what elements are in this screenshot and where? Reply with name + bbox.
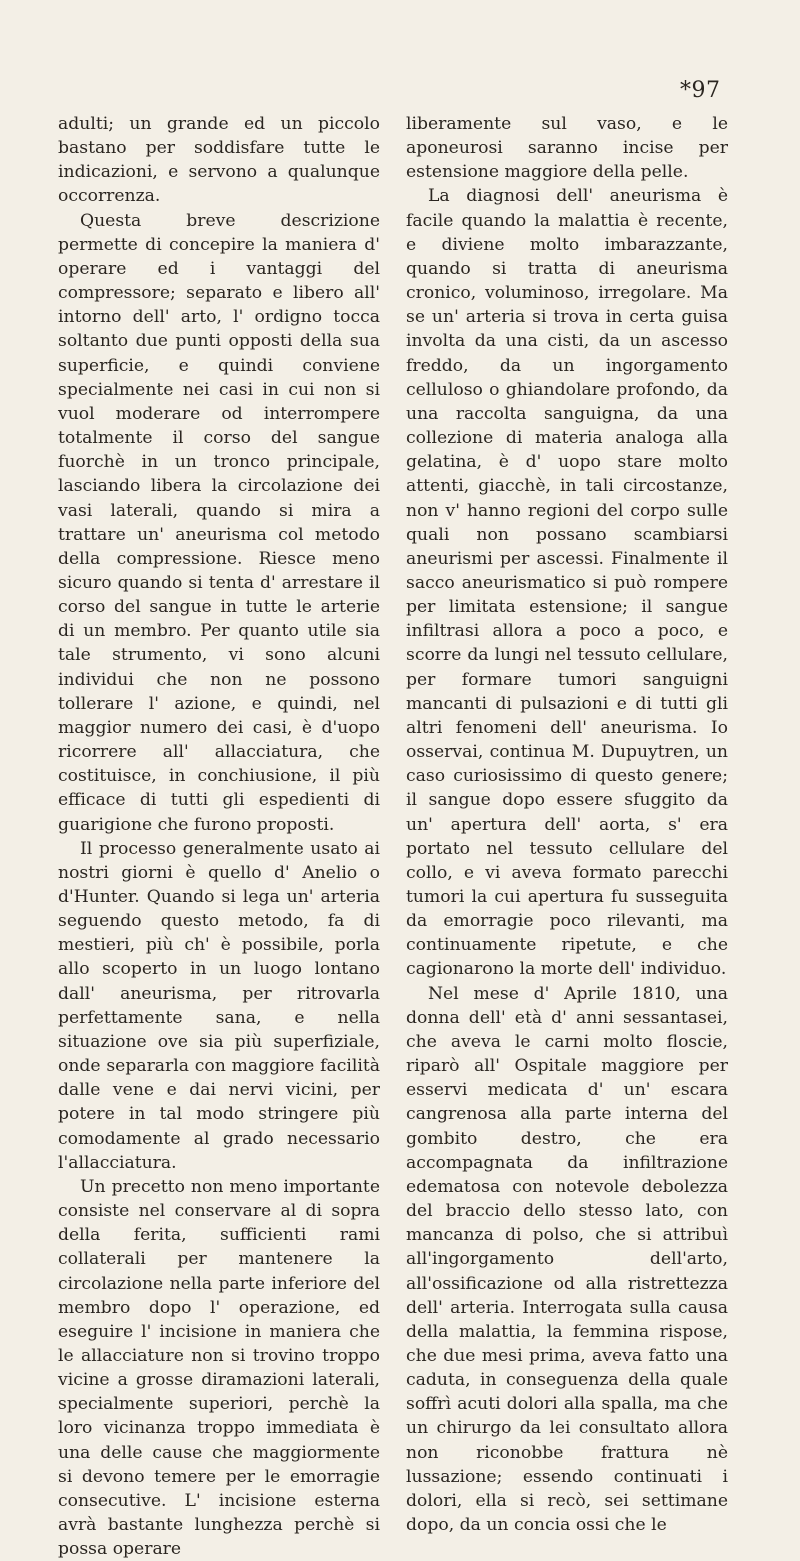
paragraph: adulti; un grande ed un piccolo bastano per soddisfare tutte le indicazioni, e servono a qualunque occorrenza. (58, 114, 380, 207)
paragraph: Il processo generalmente usato ai nostri giorni è quello d' Anelio o d'Hunter. Quando si lega un' arteria seguendo questo metodo, fa di mestieri, più ch' è possibile, porla allo scoperto in un luogo lontano dall' aneurisma, per ritrovarla perfettamente sana, e nella situazione ove sia più superfiziale, onde separarla con maggiore facilità dalle vene e dai nervi vicini, per potere in tal modo stringere più comodamente al grado necessario l'allacciatura. (58, 838, 380, 1173)
right-column (406, 112, 728, 1537)
paragraph: Un precetto non meno importante consiste nel conservare al di sopra della ferita, sufficienti rami collaterali per mantenere la circolazione nella parte inferiore del membro dopo l' operazione, ed eseguire l' incisione in maniera che le allacciature non si trovino troppo vicine a grosse diramazioni laterali, specialmente superiori, perchè la loro vicinanza troppo immediata è una delle cause che maggiormente si devono temere per le emorragie consecutive. L' incisione esterna avrà bastante lunghezza perchè si possa operare (58, 1176, 380, 1560)
left-column (58, 112, 380, 1561)
page-number: *97 (680, 78, 721, 103)
paragraph: Questa breve descrizione permette di concepire la maniera d' operare ed i vantaggi del compressore; separato e libero all' intorno dell' arto, l' ordigno tocca soltanto due punti opposti della sua superficie, e quindi conviene specialmente nei casi in cui non si vuol moderare od interrompere totalmente il corso del sangue fuorchè in un tronco principale, lasciando libera la circolazione dei vasi laterali, quando si mira a trattare un' aneurisma col metodo della compressione. Riesce meno sicuro quando si tenta d' arrestare il corso del sangue in tutte le arterie di un membro. Per quanto utile sia tale strumento, vi sono alcuni individui che non ne possono tollerare l' azione, e quindi, nel maggior numero dei casi, è d'uopo ricorrere all' allacciatura, che costituisce, in conchiusione, il più efficace di tutti gli espedienti di guarigione che furono proposti. (58, 210, 380, 835)
paragraph: Nel mese d' Aprile 1810, una donna dell' età d' anni sessantasei, che aveva le carni molto floscie, riparò all' Ospitale maggiore per esservi medicata d' un' escara cangrenosa alla parte interna del gombito destro, che era accompagnata da infiltrazione edematosa con notevole debolezza del braccio dello stesso lato, con mancanza di polso, che si attribuì all'ingorgamento dell'arto, all'ossificazione od alla ristrettezza dell' arteria. Interrogata sulla causa della malattia, la femmina rispose, che due mesi prima, aveva fatto una caduta, in conseguenza della quale soffrì acuti dolori alla spalla, ma che un chirurgo da lei consultato allora non riconobbe frattura nè lussazione; essendo continuati i dolori, ella si recò, sei settimane dopo, da un concia ossi che le (406, 983, 728, 1536)
paragraph: liberamente sul vaso, e le aponeurosi saranno incise per estensione maggiore della pelle. (406, 114, 728, 183)
paragraph: La diagnosi dell' aneurisma è facile quando la malattia è recente, e diviene molto imbarazzante, quando si tratta di aneurisma cronico, voluminoso, irregolare. Ma se un' arteria si trova in certa guisa involta da una cisti, da un ascesso freddo, da un ingorgamento celluloso o ghiandolare profondo, da una raccolta sanguigna, da una collezione di materia analoga alla gelatina, è d' uopo stare molto attenti, giacchè, in tali circostanze, non v' hanno regioni del corpo sulle quali non possano scambiarsi aneurismi per ascessi. Finalmente il sacco aneurismatico si può rompere per limitata estensione; il sangue infiltrasi allora a poco a poco, e scorre da lungi nel tessuto cellulare, per formare tumori sanguigni mancanti di pulsazioni e di tutti gli altri fenomeni dell' aneurisma. Io osservai, continua M. Dupuytren, un caso curiosissimo di questo genere; il sangue dopo essere sfuggito da un' apertura dell' aorta, s' era portato nel tessuto cellulare del collo, e vi aveva formato parecchi tumori la cui apertura fu susseguita da emorragie poco rilevanti, ma continuamente ripetute, e che cagionarono la morte dell' individuo. (406, 186, 728, 980)
